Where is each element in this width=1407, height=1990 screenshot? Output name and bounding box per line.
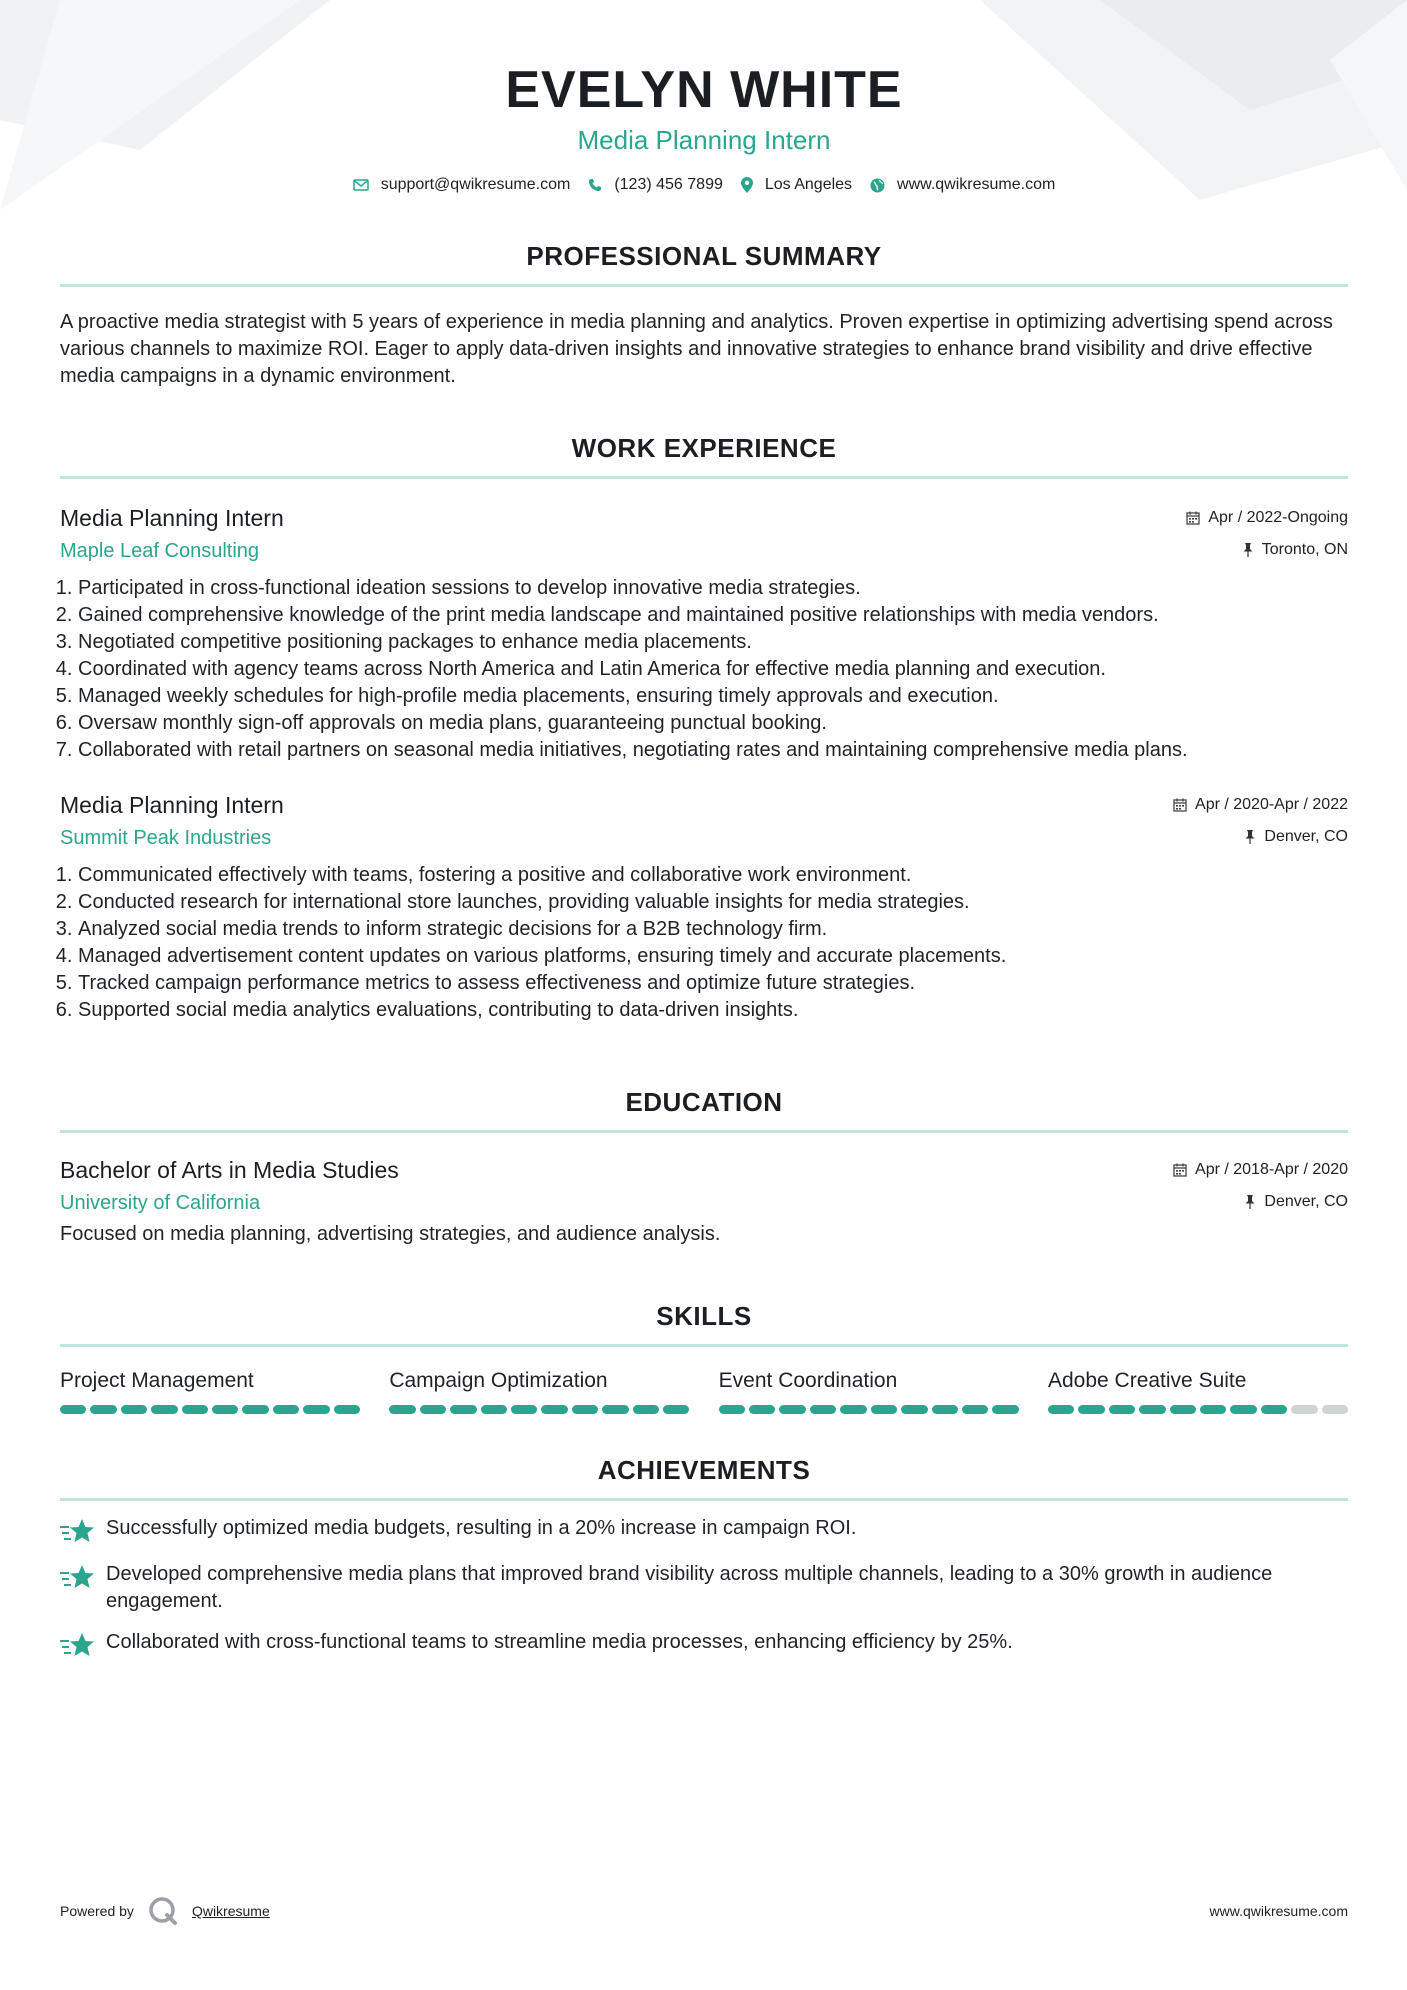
job-location: Toronto, ON bbox=[1186, 535, 1348, 565]
contact-location-text: Los Angeles bbox=[764, 176, 853, 193]
contact-phone-text: (123) 456 7899 bbox=[614, 176, 723, 193]
list-item: 6. Supported social media analytics evaluations, contributing to data-driven insights. bbox=[78, 997, 1348, 1024]
summary-section bbox=[60, 240, 1348, 390]
summary-text: A proactive media strategist with 5 years of experience in media planning and analytics. Proven expertise in optimizing advertising spend across various channels to maximize ROI. Eager to apply data-driven insights and innovative strategies to enhance brand visibility and drive effective media campaigns in a dynamic environment. bbox=[60, 311, 1333, 387]
list-item: 2. Conducted research for international store launches, providing valuable insights for media strategies. bbox=[78, 889, 1348, 916]
skill-level-bar bbox=[60, 1405, 360, 1414]
skill-segment-empty bbox=[1322, 1405, 1348, 1414]
education-entry bbox=[60, 1155, 1348, 1248]
skill-level-bar bbox=[389, 1405, 689, 1414]
education-section bbox=[60, 1086, 1348, 1248]
resume-header bbox=[60, 0, 1348, 194]
skill-segment-filled bbox=[572, 1405, 598, 1414]
skills-section bbox=[60, 1300, 1348, 1414]
achievement-text: Successfully optimized media budgets, resulting in a 20% increase in campaign ROI. bbox=[106, 1517, 857, 1539]
skill-segment-filled bbox=[1048, 1405, 1074, 1414]
skill-segment-filled bbox=[303, 1405, 329, 1414]
skill-level-bar bbox=[1048, 1405, 1348, 1414]
skill-segment-filled bbox=[481, 1405, 507, 1414]
skill-segment-filled bbox=[901, 1405, 927, 1414]
job-bullets bbox=[60, 862, 1348, 1024]
list-item: 1. Communicated effectively with teams, fostering a positive and collaborative work environment. bbox=[78, 862, 1348, 889]
school-name: University of California bbox=[60, 1192, 261, 1214]
list-item: 5. Tracked campaign performance metrics to assess effectiveness and optimize future strategies. bbox=[78, 970, 1348, 997]
list-item: 4. Coordinated with agency teams across North America and Latin America for effective media planning and execution. bbox=[78, 656, 1348, 683]
skill-segment-filled bbox=[719, 1405, 745, 1414]
skill-segment-filled bbox=[511, 1405, 537, 1414]
achievements-list bbox=[60, 1515, 1348, 1661]
skill-item bbox=[389, 1367, 689, 1414]
globe-icon bbox=[870, 178, 885, 193]
contact-bar bbox=[60, 176, 1348, 194]
skill-segment-filled bbox=[1109, 1405, 1135, 1414]
contact-email-text: support@qwikresume.com bbox=[380, 176, 571, 193]
skill-segment-filled bbox=[541, 1405, 567, 1414]
skill-segment-filled bbox=[1170, 1405, 1196, 1414]
job-entry bbox=[60, 790, 1348, 1024]
skill-segment-filled bbox=[212, 1405, 238, 1414]
skill-segment-filled bbox=[633, 1405, 659, 1414]
skills-list bbox=[60, 1367, 1348, 1414]
contact-phone[interactable] bbox=[588, 176, 723, 194]
education-header bbox=[60, 1155, 1348, 1217]
calendar-icon bbox=[1186, 511, 1200, 525]
job-bullets bbox=[60, 575, 1348, 764]
contact-website[interactable] bbox=[870, 176, 1055, 194]
calendar-icon bbox=[1173, 1163, 1187, 1177]
skill-segment-filled bbox=[420, 1405, 446, 1414]
skill-segment-filled bbox=[810, 1405, 836, 1414]
calendar-icon bbox=[1173, 798, 1187, 812]
skill-segment-filled bbox=[1230, 1405, 1256, 1414]
job-location: Denver, CO bbox=[1173, 822, 1348, 852]
star-icon bbox=[60, 1631, 96, 1661]
qwikresume-logo-icon bbox=[148, 1896, 178, 1926]
list-item: 3. Negotiated competitive positioning packages to enhance media placements. bbox=[78, 629, 1348, 656]
footer-brand bbox=[60, 1896, 270, 1926]
skill-segment-empty bbox=[1291, 1405, 1317, 1414]
email-icon bbox=[353, 179, 369, 191]
skill-segment-filled bbox=[242, 1405, 268, 1414]
candidate-name: EVELYN WHITE bbox=[505, 61, 903, 119]
list-item: 3. Analyzed social media trends to inform strategic decisions for a B2B technology firm. bbox=[78, 916, 1348, 943]
section-title-summary: PROFESSIONAL SUMMARY bbox=[526, 241, 882, 271]
job-meta bbox=[1186, 503, 1348, 565]
section-title-achievements: ACHIEVEMENTS bbox=[597, 1455, 811, 1485]
pin-icon bbox=[1244, 1195, 1256, 1209]
job-company: Summit Peak Industries bbox=[60, 827, 272, 849]
list-item: 6. Oversaw monthly sign-off approvals on media plans, guaranteeing punctual booking. bbox=[78, 710, 1348, 737]
job-title: Media Planning Intern bbox=[60, 792, 284, 818]
section-divider bbox=[60, 1344, 1348, 1347]
skill-segment-filled bbox=[389, 1405, 415, 1414]
achievements-section bbox=[60, 1454, 1348, 1661]
section-divider bbox=[60, 1130, 1348, 1133]
section-divider bbox=[60, 284, 1348, 287]
degree-title: Bachelor of Arts in Media Studies bbox=[60, 1157, 399, 1183]
section-title-skills: SKILLS bbox=[656, 1301, 752, 1331]
education-description: Focused on media planning, advertising strategies, and audience analysis. bbox=[60, 1223, 721, 1245]
contact-email[interactable] bbox=[353, 176, 571, 194]
job-dates: Apr / 2020-Apr / 2022 bbox=[1173, 790, 1348, 820]
skill-segment-filled bbox=[334, 1405, 360, 1414]
skill-segment-filled bbox=[602, 1405, 628, 1414]
skill-name: Adobe Creative Suite bbox=[1047, 1369, 1247, 1392]
skill-segment-filled bbox=[779, 1405, 805, 1414]
skill-segment-filled bbox=[992, 1405, 1018, 1414]
skill-item bbox=[60, 1367, 360, 1414]
skill-segment-filled bbox=[932, 1405, 958, 1414]
list-item: 1. Participated in cross-functional ideation sessions to develop innovative media strategies. bbox=[78, 575, 1348, 602]
location-icon bbox=[741, 177, 753, 193]
skill-segment-filled bbox=[962, 1405, 988, 1414]
job-header bbox=[60, 790, 1348, 852]
skill-name: Campaign Optimization bbox=[389, 1369, 608, 1392]
achievement-item bbox=[60, 1561, 1348, 1615]
achievement-item bbox=[60, 1515, 1348, 1547]
qwikresume-link[interactable]: Qwikresume bbox=[191, 1903, 270, 1919]
resume-page bbox=[60, 0, 1348, 1661]
contact-location bbox=[741, 176, 852, 194]
section-title-education: EDUCATION bbox=[625, 1087, 783, 1117]
list-item: 2. Gained comprehensive knowledge of the print media landscape and maintained positive relationships with media vendors. bbox=[78, 602, 1348, 629]
skill-segment-filled bbox=[1139, 1405, 1165, 1414]
skill-segment-filled bbox=[663, 1405, 689, 1414]
skill-name: Event Coordination bbox=[718, 1369, 898, 1392]
section-title-experience: WORK EXPERIENCE bbox=[571, 433, 837, 463]
skill-segment-filled bbox=[749, 1405, 775, 1414]
skill-segment-filled bbox=[90, 1405, 116, 1414]
candidate-role: Media Planning Intern bbox=[577, 125, 831, 155]
skill-segment-filled bbox=[182, 1405, 208, 1414]
skill-segment-filled bbox=[151, 1405, 177, 1414]
skill-segment-filled bbox=[871, 1405, 897, 1414]
skill-segment-filled bbox=[60, 1405, 86, 1414]
powered-by-label: Powered by bbox=[60, 1903, 134, 1919]
job-meta bbox=[1173, 790, 1348, 852]
pin-icon bbox=[1242, 543, 1254, 557]
contact-website-text: www.qwikresume.com bbox=[897, 176, 1056, 193]
job-company: Maple Leaf Consulting bbox=[60, 540, 260, 562]
job-entry bbox=[60, 503, 1348, 764]
page-footer bbox=[60, 1896, 1348, 1926]
phone-icon bbox=[588, 178, 602, 192]
section-divider bbox=[60, 476, 1348, 479]
skill-item bbox=[719, 1367, 1019, 1414]
education-location: Denver, CO bbox=[1173, 1187, 1348, 1217]
skill-item bbox=[1048, 1367, 1348, 1414]
list-item: 7. Collaborated with retail partners on seasonal media initiatives, negotiating rates and maintaining comprehensive media plans. bbox=[78, 737, 1348, 764]
education-meta bbox=[1173, 1155, 1348, 1217]
job-header bbox=[60, 503, 1348, 565]
list-item: 4. Managed advertisement content updates on various platforms, ensuring timely and accurate placements. bbox=[78, 943, 1348, 970]
skill-segment-filled bbox=[840, 1405, 866, 1414]
skill-segment-filled bbox=[450, 1405, 476, 1414]
achievement-text: Developed comprehensive media plans that improved brand visibility across multiple channels, leading to a 30% growth in audience engagement. bbox=[106, 1563, 1273, 1612]
skill-segment-filled bbox=[121, 1405, 147, 1414]
skill-segment-filled bbox=[1261, 1405, 1287, 1414]
pin-icon bbox=[1244, 830, 1256, 844]
achievement-item bbox=[60, 1629, 1348, 1661]
star-icon bbox=[60, 1517, 96, 1547]
education-dates: Apr / 2018-Apr / 2020 bbox=[1173, 1155, 1348, 1185]
section-divider bbox=[60, 1498, 1348, 1501]
skill-segment-filled bbox=[273, 1405, 299, 1414]
list-item: 5. Managed weekly schedules for high-profile media placements, ensuring timely approvals and execution. bbox=[78, 683, 1348, 710]
experience-section bbox=[60, 432, 1348, 1024]
skill-segment-filled bbox=[1200, 1405, 1226, 1414]
skill-segment-filled bbox=[1078, 1405, 1104, 1414]
star-icon bbox=[60, 1563, 96, 1593]
footer-website[interactable]: www.qwikresume.com bbox=[1209, 1903, 1348, 1919]
skill-level-bar bbox=[719, 1405, 1019, 1414]
achievement-text: Collaborated with cross-functional teams to streamline media processes, enhancing efficiency by 25%. bbox=[106, 1631, 1013, 1653]
job-title: Media Planning Intern bbox=[60, 505, 284, 531]
skill-name: Project Management bbox=[60, 1369, 254, 1392]
job-dates: Apr / 2022-Ongoing bbox=[1186, 503, 1348, 533]
